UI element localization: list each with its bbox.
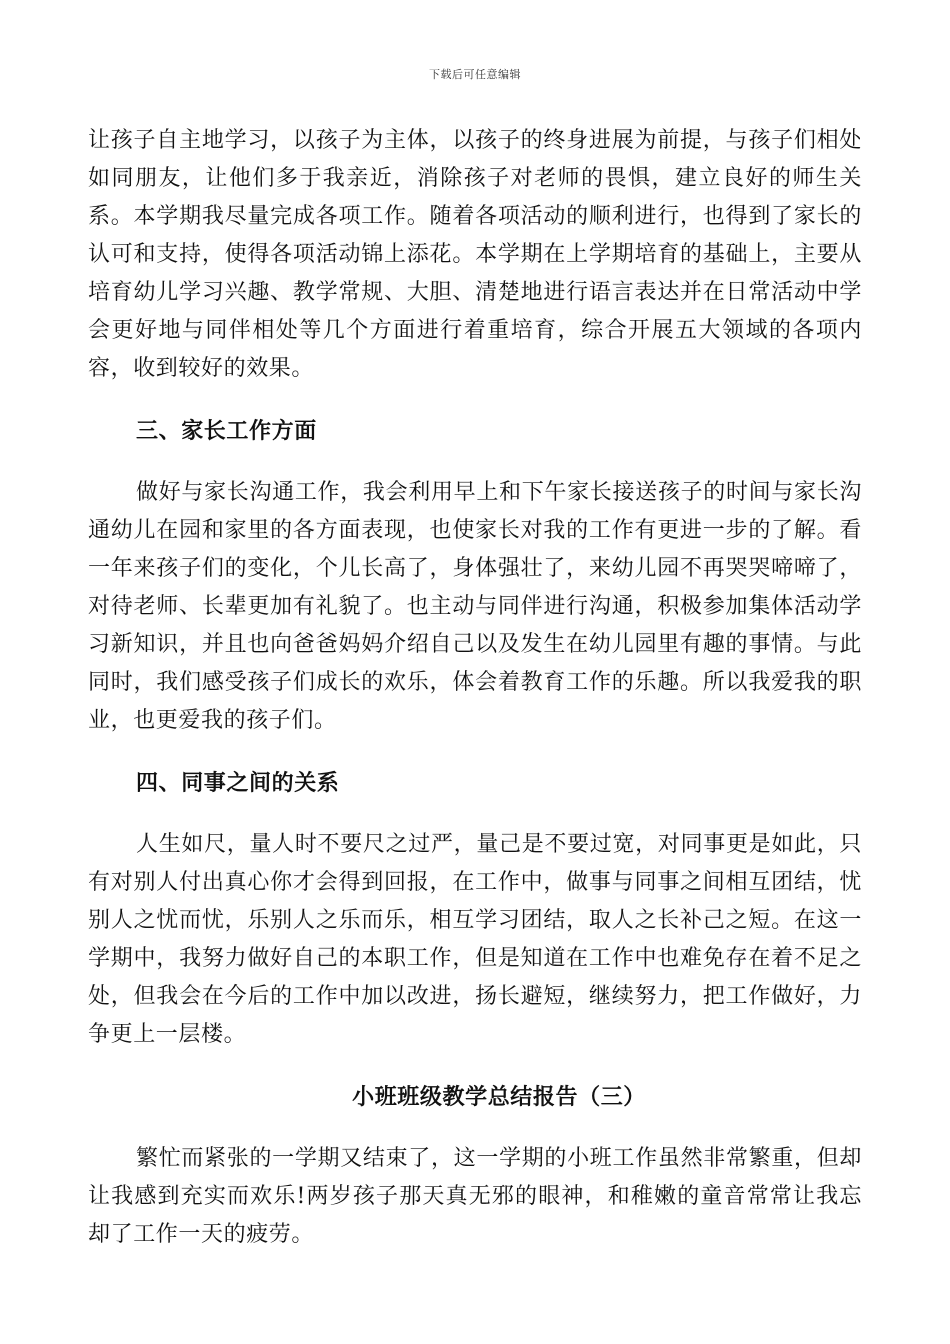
paragraph-intro: 让孩子自主地学习，以孩子为主体，以孩子的终身进展为前提，与孩子们相处如同朋友，让他们多于我亲近，消除孩子对老师的畏惧，建立良好的师生关系。本学期我尽量完成各项工作。随着各项活动的顺利进行，也得到了家长的认可和支持，使得各项活动锦上添花。本学期在上学期培育的基础上，主要从培育幼儿学习兴趣、教学常规、大胆、清楚地进行语言表达并在日常活动中学会更好地与同伴相处等几个方面进行着重培育，综合开展五大领域的各项内容，收到较好的效果。 (88, 128, 862, 381)
paragraph-report-intro: 繁忙而紧张的一学期又结束了，这一学期的小班工作虽然非常繁重，但却让我感到充实而欢乐!两岁孩子那天真无邪的眼神，和稚嫩的童音常常让我忘却了工作一天的疲劳。 (88, 1146, 862, 1247)
document-body (88, 122, 862, 1254)
report-title: 小班班级教学总结报告（三） (352, 1084, 646, 1110)
page-header: 下载后可任意编辑 (429, 68, 521, 81)
paragraph-parent-work: 做好与家长沟通工作，我会利用早上和下午家长接送孩子的时间与家长沟通幼儿在园和家里的各方面表现，也使家长对我的工作有更进一步的了解。看一年来孩子们的变化，个儿长高了，身体强壮了，来幼儿园不再哭哭啼啼了，对待老师、长辈更加有礼貌了。也主动与同伴进行沟通，积极参加集体活动学习新知识，并且也向爸爸妈妈介绍自己以及发生在幼儿园里有趣的事情。与此同时，我们感受孩子们成长的欢乐，体会着教育工作的乐趣。所以我爱我的职业，也更爱我的孩子们。 (88, 480, 862, 733)
section-heading-colleagues: 四、同事之间的关系 (136, 770, 340, 796)
paragraph-colleagues: 人生如尺，量人时不要尺之过严，量己是不要过宽，对同事更是如此，只有对别人付出真心你才会得到回报，在工作中，做事与同事之间相互团结，忧别人之忧而忧，乐别人之乐而乐，相互学习团结，取人之长补己之短。在这一学期中，我努力做好自己的本职工作，但是知道在工作中也难免存在着不足之处，但我会在今后的工作中加以改进，扬长避短，继续努力，把工作做好，力争更上一层楼。 (88, 832, 862, 1047)
section-heading-parent-work: 三、家长工作方面 (136, 418, 317, 444)
